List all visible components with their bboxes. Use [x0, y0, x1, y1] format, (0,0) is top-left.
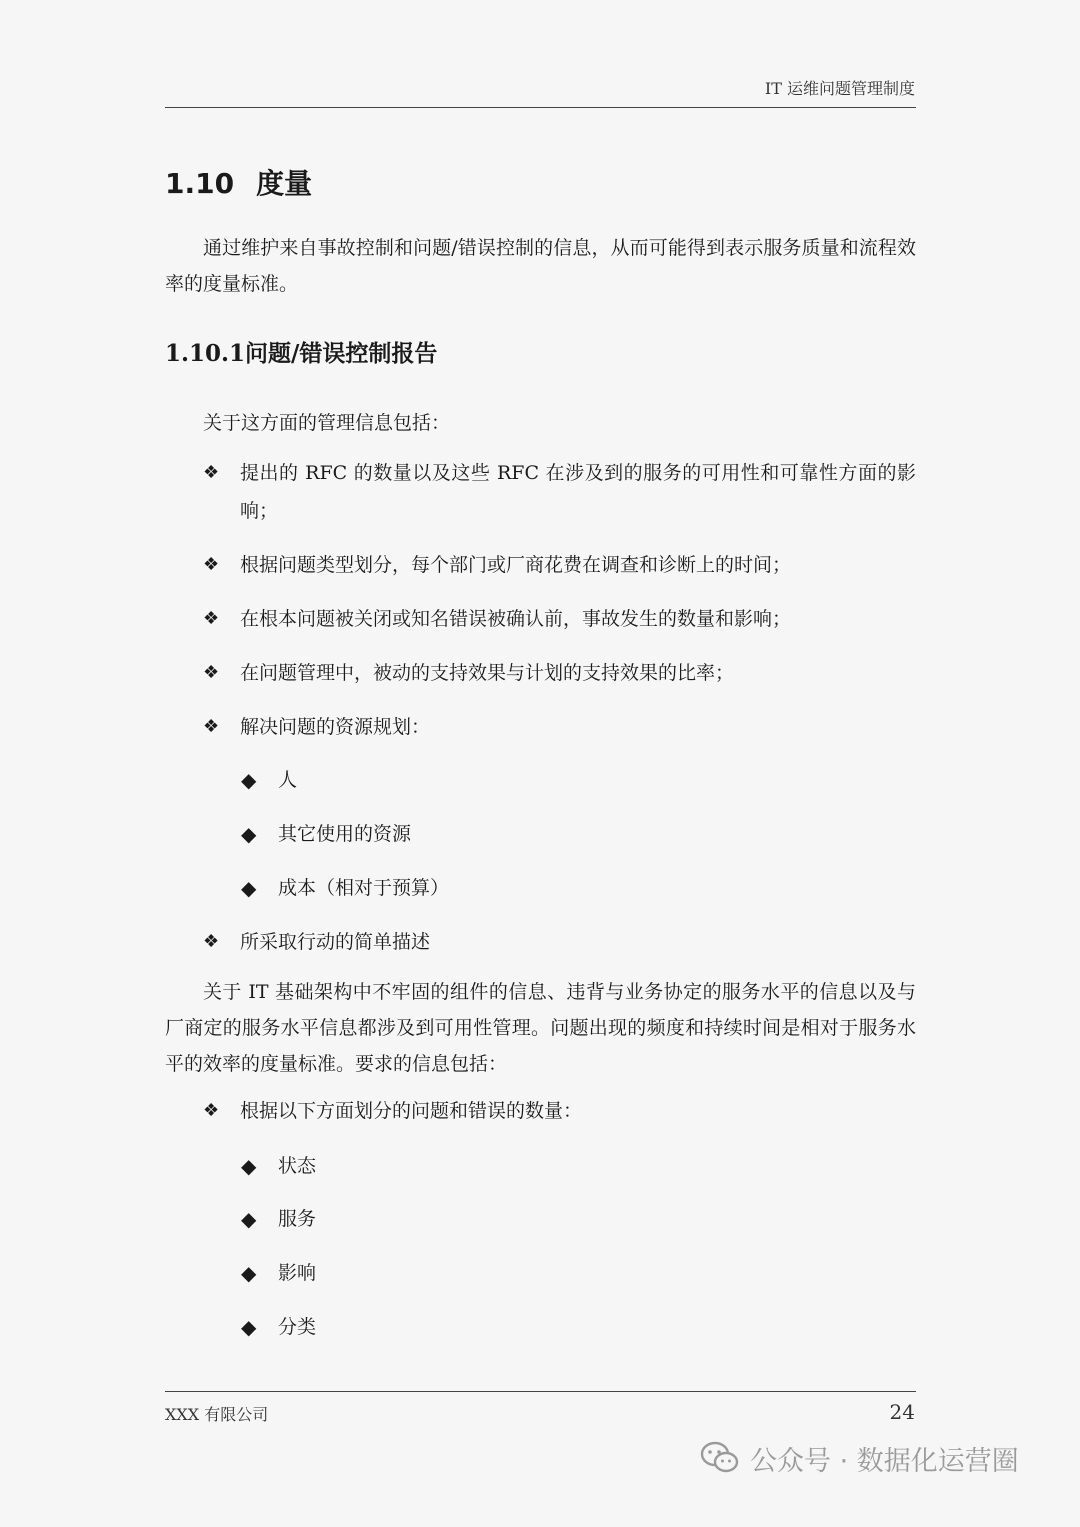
watermark-text: 公众号 · 数据化运营圈	[750, 1445, 1019, 1477]
bullet-icon: ❖	[203, 931, 220, 952]
diamond-icon: ◆	[241, 1207, 257, 1231]
diamond-icon: ◆	[241, 822, 257, 846]
section-number: 1.10	[165, 167, 235, 200]
sub-list-item: ◆ 影响	[241, 1258, 316, 1288]
bullet-icon: ❖	[203, 608, 220, 629]
sub-list-item: ◆ 分类	[241, 1312, 316, 1342]
bullet-icon: ❖	[203, 462, 220, 483]
diamond-icon: ◆	[241, 876, 257, 900]
list-item: ❖ 在问题管理中，被动的支持效果与计划的支持效果的比率；	[203, 654, 916, 692]
sub-list-item: ◆ 状态	[241, 1151, 316, 1181]
section-title: 度量	[256, 167, 313, 200]
list-item: ❖ 根据问题类型划分，每个部门或厂商花费在调查和诊断上的时间；	[203, 546, 916, 584]
bullet-icon: ❖	[203, 554, 220, 575]
intro-paragraph: 通过维护来自事故控制和问题/错误控制的信息，从而可能得到表示服务质量和流程效率的度量标准。	[165, 237, 916, 295]
wechat-icon	[700, 1441, 740, 1475]
header-title: IT 运维问题管理制度	[764, 79, 915, 98]
availability-paragraph: 关于 IT 基础架构中不牢固的组件的信息、违背与业务协定的服务水平的信息以及与厂商定的服务水平信息都涉及到可用性管理。问题出现的频度和持续时间是相对于服务水平的效率的度量标准。要求的信息包括：	[165, 981, 916, 1075]
list-item: ❖ 提出的 RFC 的数量以及这些 RFC 在涉及到的服务的可用性和可靠性方面的影响；	[203, 454, 916, 530]
subsection-heading: 1.10.1问题/错误控制报告	[165, 340, 438, 367]
list-item: ❖ 所采取行动的简单描述	[203, 923, 916, 961]
page-number: 24	[889, 1400, 915, 1424]
bullet-icon: ❖	[203, 662, 220, 683]
section-heading	[165, 162, 312, 202]
sub-list-item: ◆ 其它使用的资源	[241, 819, 411, 849]
header-divider	[165, 107, 916, 108]
list-item: ❖ 在根本问题被关闭或知名错误被确认前，事故发生的数量和影响；	[203, 600, 916, 638]
diamond-icon: ◆	[241, 1261, 257, 1285]
sub-list-item: ◆ 人	[241, 765, 297, 795]
footer-company: XXX 有限公司	[165, 1405, 269, 1424]
diamond-icon: ◆	[241, 1154, 257, 1178]
sub-list-item: ◆ 成本（相对于预算）	[241, 873, 449, 903]
footer-divider	[165, 1391, 916, 1392]
bullet-icon: ❖	[203, 716, 220, 737]
list-item: ❖ 解决问题的资源规划：	[203, 708, 916, 746]
sub-list-item: ◆ 服务	[241, 1204, 316, 1234]
list-item: ❖ 根据以下方面划分的问题和错误的数量：	[203, 1092, 916, 1130]
mgmt-intro: 关于这方面的管理信息包括：	[203, 412, 451, 434]
diamond-icon: ◆	[241, 1315, 257, 1339]
diamond-icon: ◆	[241, 768, 257, 792]
watermark	[700, 1436, 1019, 1480]
bullet-icon: ❖	[203, 1100, 220, 1121]
